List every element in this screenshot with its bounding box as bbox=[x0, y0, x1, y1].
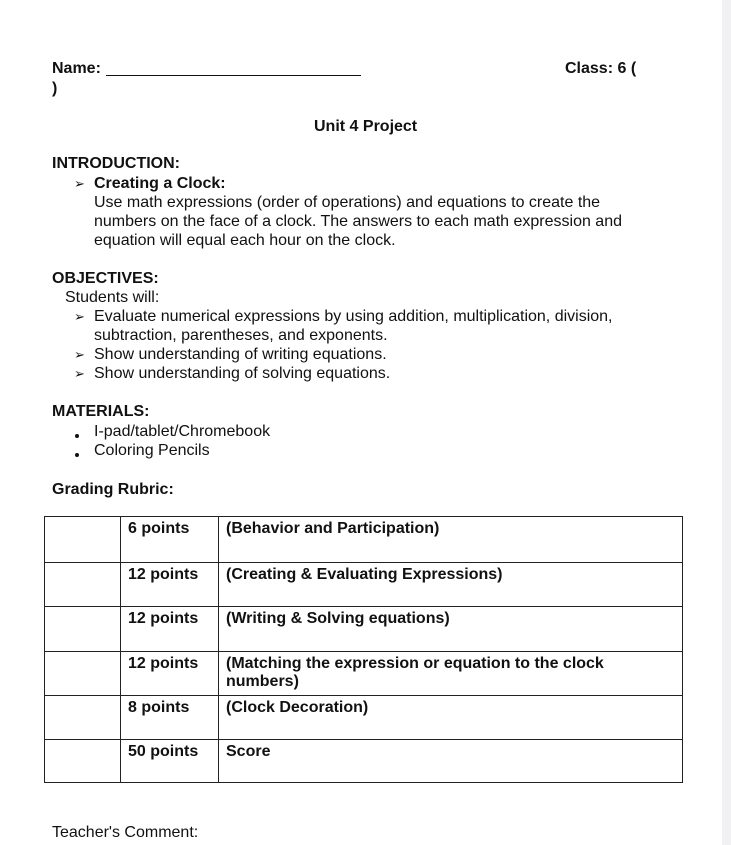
table-row bbox=[45, 563, 683, 607]
material-item: Coloring Pencils bbox=[94, 442, 210, 459]
introduction-line: Use math expressions (order of operations) and equations to create the bbox=[94, 194, 601, 211]
objectives-heading: OBJECTIVES: bbox=[52, 270, 159, 287]
rubric-empty-cell bbox=[45, 607, 121, 652]
name-label: Name: bbox=[52, 60, 101, 77]
introduction-item-title: Creating a Clock: bbox=[94, 175, 226, 192]
rubric-points: 12 points bbox=[121, 563, 219, 607]
introduction-heading: INTRODUCTION: bbox=[52, 155, 180, 172]
table-row bbox=[45, 740, 683, 783]
rubric-points: 12 points bbox=[121, 607, 219, 652]
rubric-description: (Creating & Evaluating Expressions) bbox=[219, 563, 683, 607]
rubric-empty-cell bbox=[45, 740, 121, 783]
objective-item-continued: subtraction, parentheses, and exponents. bbox=[94, 327, 388, 344]
rubric-empty-cell bbox=[45, 517, 121, 563]
bullet-dot-icon bbox=[75, 453, 79, 457]
rubric-heading: Grading Rubric: bbox=[52, 481, 174, 498]
class-close-paren: ) bbox=[52, 80, 58, 97]
page-title: Unit 4 Project bbox=[314, 118, 418, 135]
arrow-bullet-icon: ➢ bbox=[74, 176, 85, 191]
introduction-line: equation will equal each hour on the clock. bbox=[94, 232, 396, 249]
rubric-description: (Behavior and Participation) bbox=[219, 517, 683, 563]
introduction-line: numbers on the face of a clock. The answers to each math expression and bbox=[94, 213, 622, 230]
rubric-points: 12 points bbox=[121, 652, 219, 696]
rubric-empty-cell bbox=[45, 563, 121, 607]
rubric-empty-cell bbox=[45, 696, 121, 740]
table-row bbox=[45, 652, 683, 696]
objectives-intro: Students will: bbox=[65, 289, 160, 306]
objective-item: Evaluate numerical expressions by using addition, multiplication, division, bbox=[94, 308, 613, 325]
page-edge bbox=[722, 0, 731, 845]
rubric-points: 8 points bbox=[121, 696, 219, 740]
class-label: Class: 6 ( bbox=[565, 60, 637, 77]
rubric-description: Score bbox=[219, 740, 683, 783]
rubric-points: 6 points bbox=[121, 517, 219, 563]
objective-item: Show understanding of writing equations. bbox=[94, 346, 387, 363]
name-underline bbox=[106, 75, 361, 76]
table-row bbox=[45, 696, 683, 740]
materials-heading: MATERIALS: bbox=[52, 403, 150, 420]
table-row bbox=[45, 607, 683, 652]
rubric-description: (Clock Decoration) bbox=[219, 696, 683, 740]
rubric-table bbox=[44, 516, 683, 783]
bullet-dot-icon bbox=[75, 434, 79, 438]
table-row bbox=[45, 517, 683, 563]
rubric-empty-cell bbox=[45, 652, 121, 696]
arrow-bullet-icon: ➢ bbox=[74, 309, 85, 324]
objective-item: Show understanding of solving equations. bbox=[94, 365, 391, 382]
rubric-description: (Writing & Solving equations) bbox=[219, 607, 683, 652]
material-item: I-pad/tablet/Chromebook bbox=[94, 423, 271, 440]
teacher-comment-label: Teacher's Comment: bbox=[52, 824, 199, 841]
rubric-description: (Matching the expression or equation to the clock numbers) bbox=[219, 652, 683, 696]
arrow-bullet-icon: ➢ bbox=[74, 366, 85, 381]
arrow-bullet-icon: ➢ bbox=[74, 347, 85, 362]
rubric-points: 50 points bbox=[121, 740, 219, 783]
